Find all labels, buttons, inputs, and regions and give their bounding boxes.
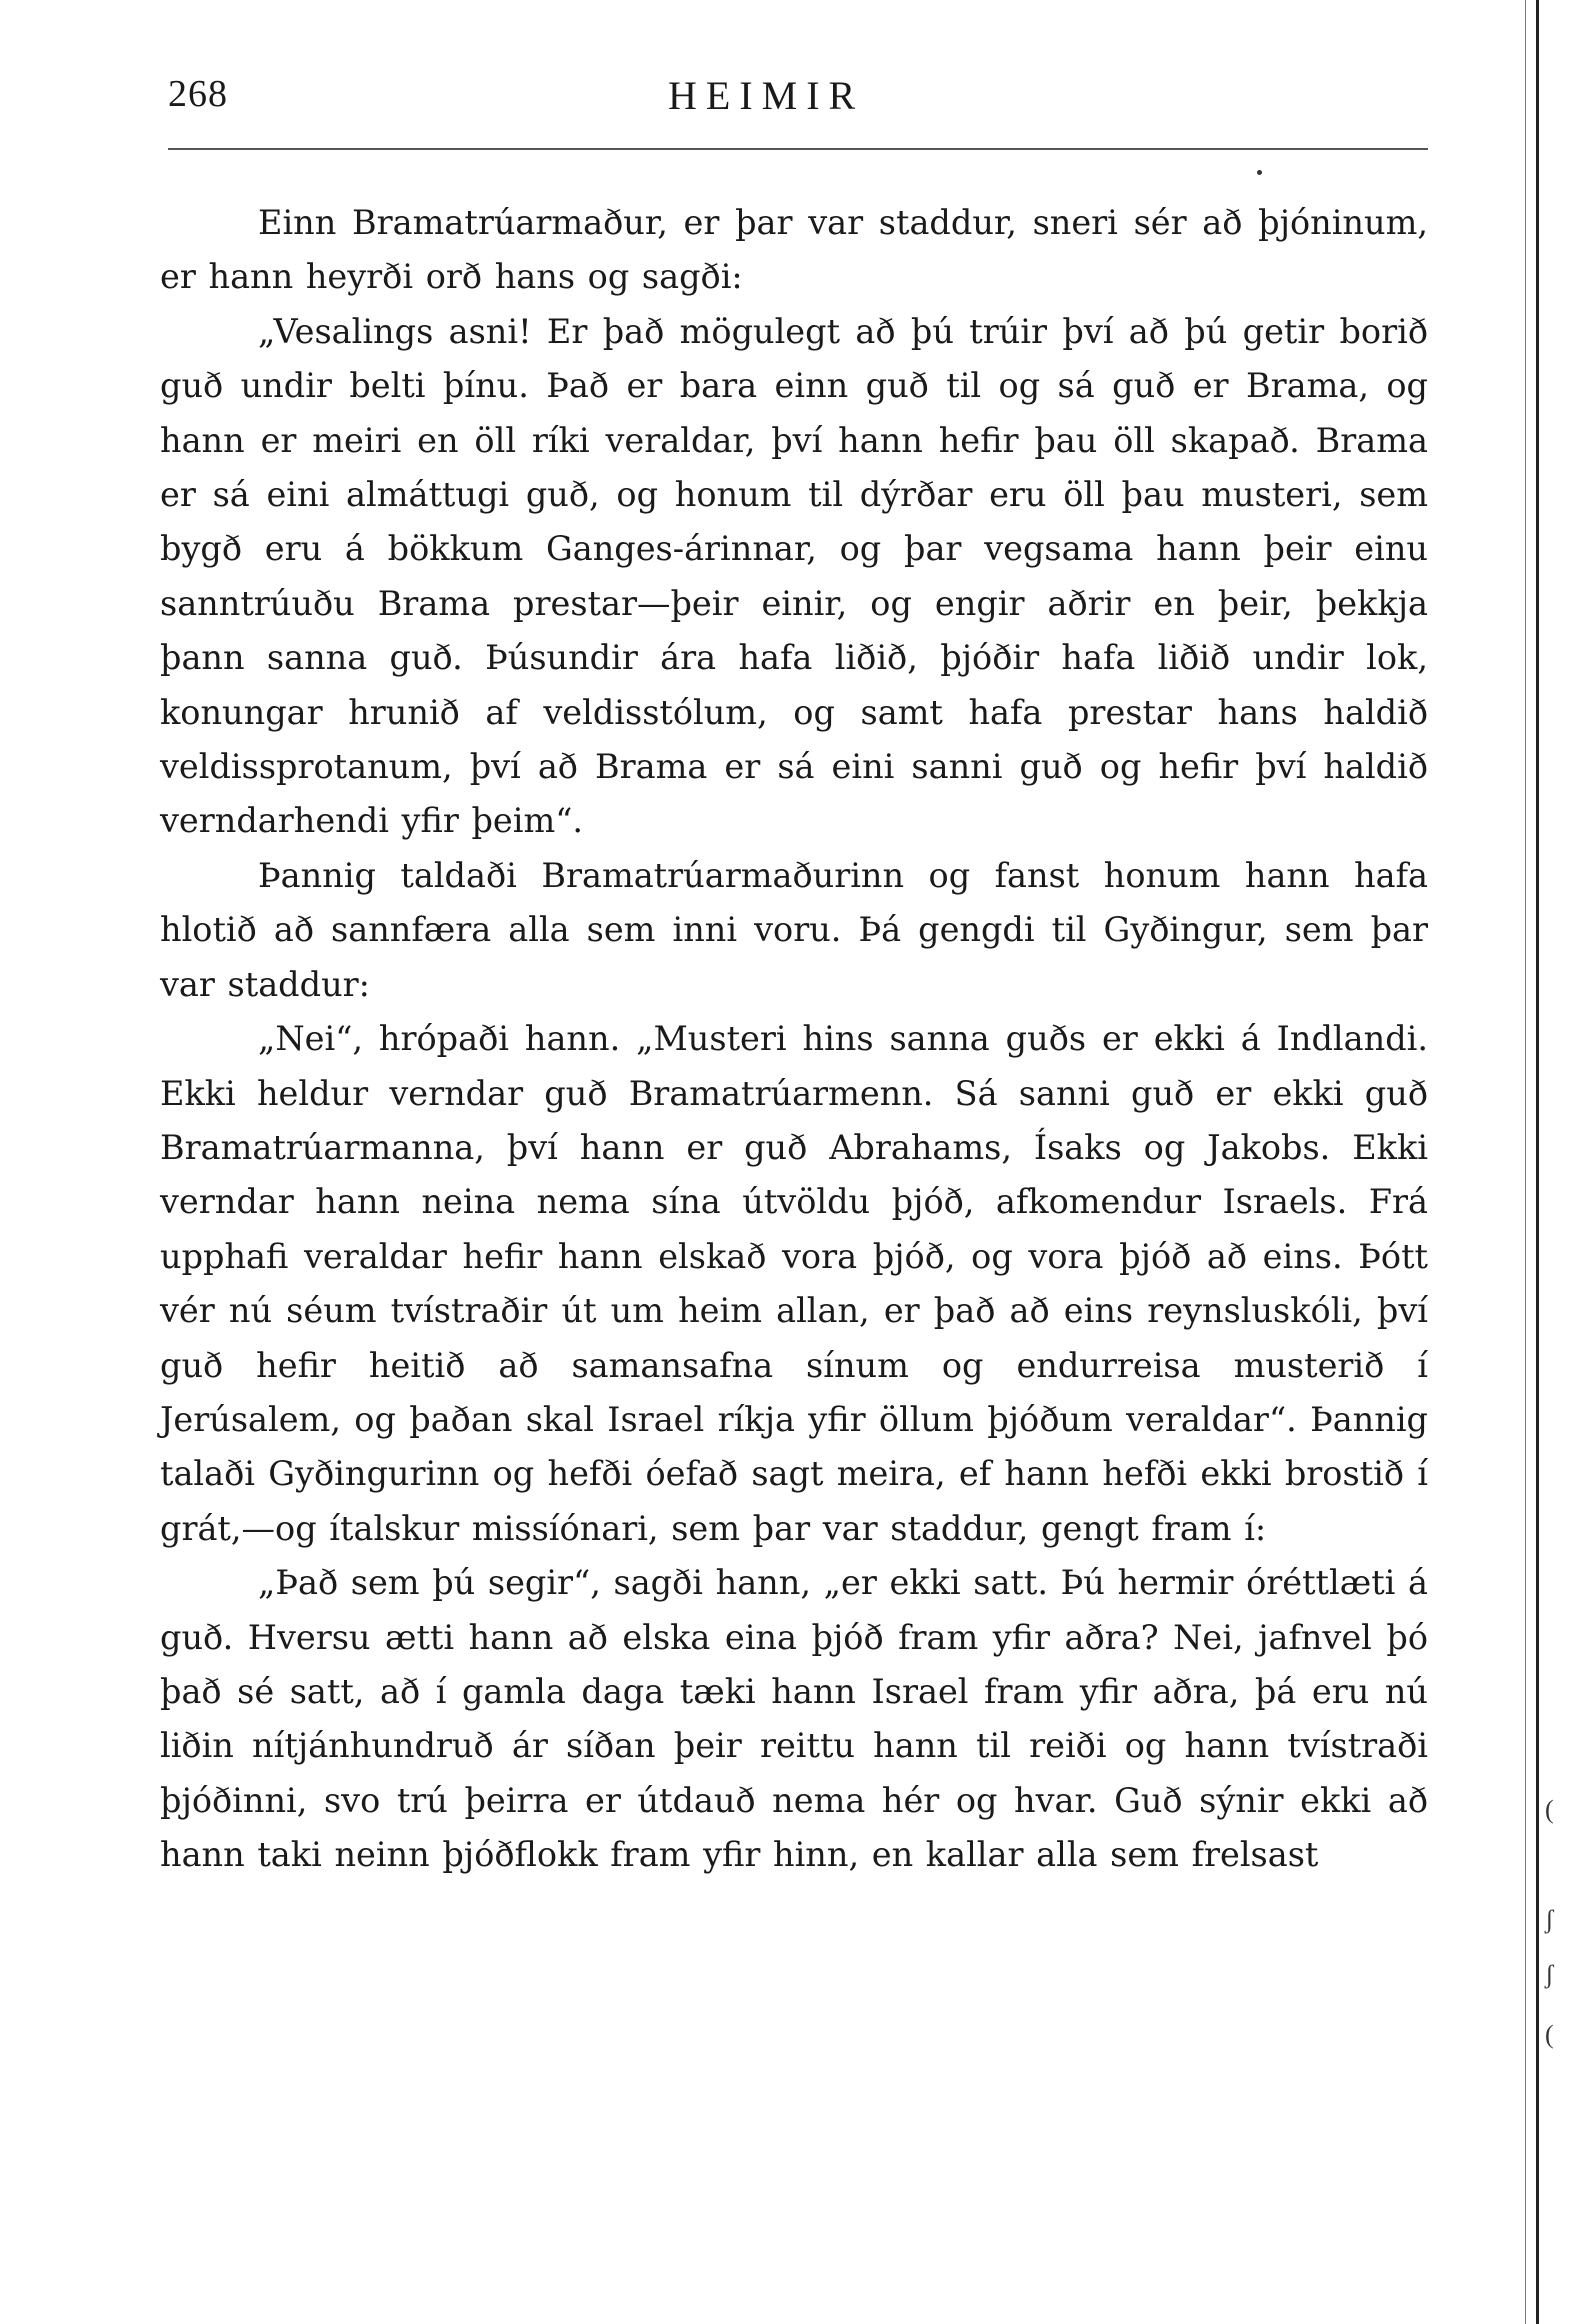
paragraph-5: „Það sem þú segir“, sagði hann, „er ekki satt. Þú hermir óréttlæti á guð. Hversu ætti hann að elska eina þjóð fram yfir aðra? Nei, jafnvel þó það sé satt, að í gamla daga tæki hann Israel fram yfir aðra, þá eru nú liðin nítjánhundruð ár síðan þeir reittu hann til reiði og hann tvístraði þjóðinni, svo trú þeirra er útdauð nema hér og hvar. Guð sýnir ekki að hann taki neinn þjóðflokk fram yfir hinn, en kallar alla sem frelsast — [160, 1563, 1429, 1875]
paragraph-2: „Vesalings asni! Er það mögulegt að þú trúir því að þú getir borið guð undir belti þínu. Það er bara einn guð til og sá guð er Brama, og hann er meiri en öll ríki veraldar, því hann hefir þau öll skapað. Brama er sá eini almáttugi guð, og honum til dýrðar eru öll þau musteri, sem bygð eru á bökkum Ganges-árinnar, og þar vegsama hann þeir einu sanntrúuðu Brama prestar—þeir einir, og engir aðrir en þeir, þekkja þann sanna guð. Þúsundir ára hafa liðið, þjóðir hafa liðið undir lok, konungar hrunið af veldisstólum, og samt hafa prestar hans haldið veldissprotanum, því að Brama er sá eini sanni guð og hefir því haldið verndarhendi yfir þeim“. — [160, 311, 1428, 841]
margin-mark: ( — [1545, 1795, 1554, 1824]
running-title: HEIMIR — [668, 73, 865, 118]
body-text — [160, 196, 1428, 1883]
page-number: 268 — [168, 73, 228, 115]
gutter-shadow — [1525, 0, 1526, 2324]
page-edge — [1536, 0, 1539, 2324]
paragraph-3: Þannig taldaði Bramatrúarmaðurinn og fanst honum hann hafa hlotið að sannfæra alla sem inni voru. Þá gengdi til Gyðingur, sem þar var staddur: — [160, 855, 1428, 1004]
margin-mark: ʃ — [1545, 1960, 1554, 1989]
margin-mark: ( — [1545, 2020, 1554, 2049]
ink-fleck — [1257, 170, 1262, 175]
paragraph-4: „Nei“, hrópaði hann. „Musteri hins sanna guðs er ekki á Indlandi. Ekki heldur verndar guð Bramatrúarmenn. Sá sanni guð er ekki guð Bramatrúarmanna, því hann er guð Abrahams, Ísaks og Jakobs. Ekki verndar hann neina nema sína útvöldu þjóð, afkomendur Israels. Frá upphafi veraldar hefir hann elskað vora þjóð, og vora þjóð að eins. Þótt vér nú séum tvístraðir út um heim allan, er það að eins reynsluskóli, því guð hefir heitið að samansafna sínum og endurreisa musterið í Jerúsalem, og þaðan skal Israel ríkja yfir öllum þjóðum veraldar“. Þannig talaði Gyðingurinn og hefði óefað sagt meira, ef hann hefði ekki brostið í grát,—og ítalskur missíónari, sem þar var staddur, gengt fram í: — [160, 1019, 1428, 1548]
paragraph-1: Einn Bramatrúarmaður, er þar var staddur, sneri sér að þjóninum, er hann heyrði orð hans og sagði: — [160, 203, 1428, 297]
margin-mark: ʃ — [1545, 1905, 1554, 1934]
header-rule — [168, 148, 1428, 150]
